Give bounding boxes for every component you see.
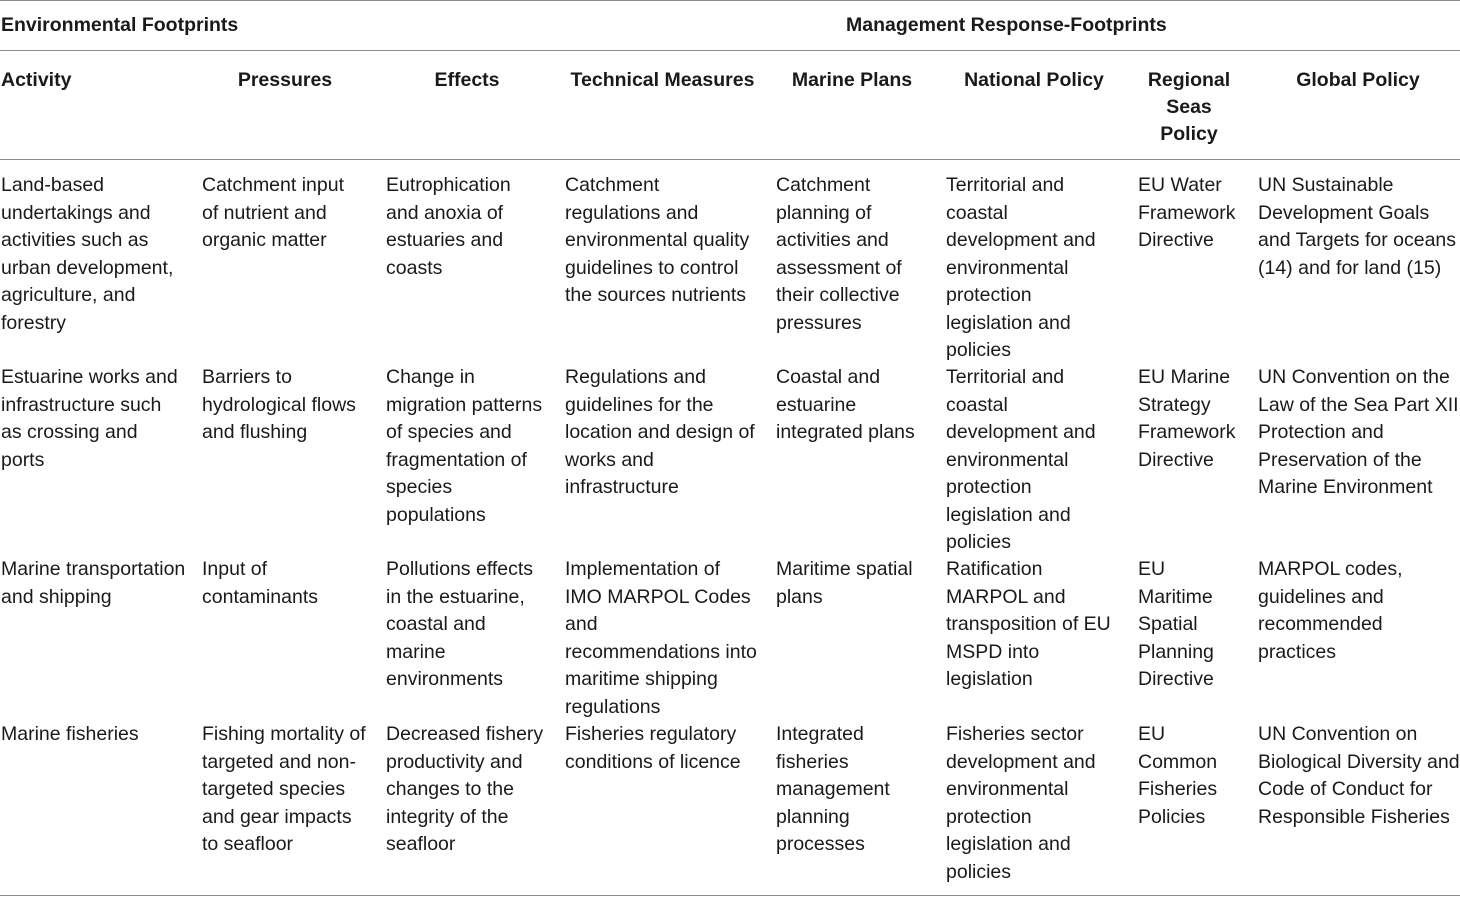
column-header-marine-plans: Marine Plans [791,69,913,91]
cell-regional-policy: EU Common Fisheries Policies [1138,723,1218,828]
group-header-rule [0,50,1460,51]
group-header-management: Management Response-Footprints [846,14,1167,36]
column-header-effects: Effects [434,69,500,91]
cell-marine-plans: Maritime spatial plans [776,558,913,608]
column-header-global-policy: Global Policy [1296,69,1420,91]
cell-pressures: Barriers to hydrological flows and flushing [202,366,356,443]
cell-activity: Marine transportation and shipping [1,558,186,608]
cell-effects: Pollutions effects in the estuarine, coastal and marine environments [386,558,534,690]
cell-pressures: Input of contaminants [202,558,318,608]
cell-national-policy: Ratification MARPOL and transposition of EU MSPD into legislation [946,558,1111,690]
column-header-technical-measures: Technical Measures [570,69,755,91]
cell-global-policy: UN Convention on Biological Diversity and Code of Conduct for Responsible Fisheries [1258,723,1460,828]
cell-regional-policy: EU Marine Strategy Framework Directive [1138,366,1236,471]
column-header-pressures: Pressures [237,69,333,91]
cell-regional-policy: EU Maritime Spatial Planning Directive [1138,558,1214,690]
cell-activity: Land-based undertakings and activities such as urban development, agriculture, and forestry [1,174,174,334]
column-header-regional-seas-policy: Regional Seas Policy [1147,69,1231,146]
column-header-activity: Activity [1,69,72,91]
cell-effects: Decreased fishery productivity and changes to the integrity of the seafloor [386,723,544,855]
cell-national-policy: Territorial and coastal development and environmental protection legislation and policies [946,366,1096,553]
cell-pressures: Catchment input of nutrient and organic matter [202,174,344,251]
cell-effects: Eutrophication and anoxia of estuaries and coasts [386,174,511,279]
cell-global-policy: UN Convention on the Law of the Sea Part XII Protection and Preservation of the Marine Environment [1258,366,1459,498]
cell-activity: Marine fisheries [1,723,139,745]
cell-global-policy: UN Sustainable Development Goals and Targets for oceans (14) and for land (15) [1258,174,1457,279]
cell-technical-measures: Implementation of IMO MARPOL Codes and recommendations into maritime shipping regulations [565,558,757,718]
cell-technical-measures: Regulations and guidelines for the location and design of works and infrastructure [565,366,755,498]
cell-national-policy: Territorial and coastal development and environmental protection legislation and policies [946,174,1096,361]
cell-global-policy: MARPOL codes, guidelines and recommended practices [1258,558,1403,663]
cell-regional-policy: EU Water Framework Directive [1138,174,1236,251]
cell-technical-measures: Catchment regulations and environmental quality guidelines to control the sources nutrients [565,174,750,306]
column-header-rule [0,159,1460,160]
cell-marine-plans: Catchment planning of activities and assessment of their collective pressures [776,174,902,334]
cell-marine-plans: Integrated fisheries management planning processes [776,723,890,855]
cell-technical-measures: Fisheries regulatory conditions of licence [565,723,741,773]
table-top-rule [0,0,1460,1]
cell-pressures: Fishing mortality of targeted and non- targeted species and gear impacts to seafloor [202,723,366,855]
cell-effects: Change in migration patterns of species and fragmentation of species populations [386,366,543,526]
cell-marine-plans: Coastal and estuarine integrated plans [776,366,915,443]
cell-national-policy: Fisheries sector development and environmental protection legislation and policies [946,723,1096,883]
table-bottom-rule [0,895,1460,896]
column-header-national-policy: National Policy [964,69,1104,91]
cell-activity: Estuarine works and infrastructure such as crossing and ports [1,366,178,471]
group-header-environmental: Environmental Footprints [1,14,239,36]
